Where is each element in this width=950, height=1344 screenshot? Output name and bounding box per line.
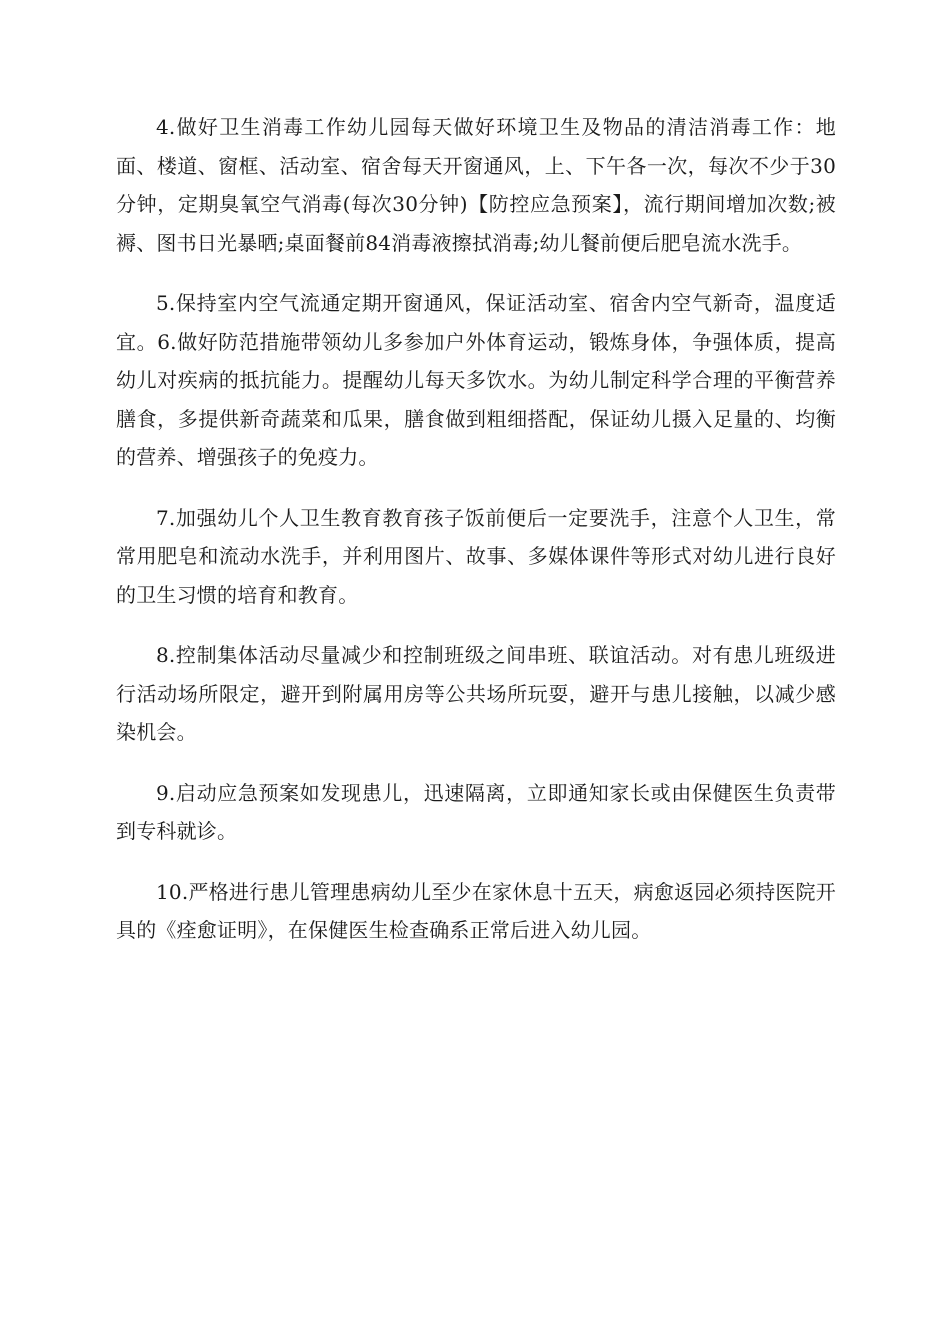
- paragraph-9-emergency-plan: 9.启动应急预案如发现患儿，迅速隔离，立即通知家长或由保健医生负责带到专科就诊。: [116, 780, 836, 843]
- paragraph-7-hygiene-education: 7.加强幼儿个人卫生教育教育孩子饭前便后一定要洗手，注意个人卫生，常常用肥皂和流动水洗手，并利用图片、故事、多媒体课件等形式对幼儿进行良好的卫生习惯的培育和教育。: [116, 505, 836, 607]
- paragraph-10-patient-management: 10.严格进行患儿管理患病幼儿至少在家休息十五天，病愈返园必须持医院开具的《痊愈证明》，在保健医生检查确系正常后进入幼儿园。: [116, 879, 836, 942]
- paragraph-4-disinfection: 4.做好卫生消毒工作幼儿园每天做好环境卫生及物品的清洁消毒工作：地面、楼道、窗框、活动室、宿舍每天开窗通风，上、下午各一次，每次不少于30分钟，定期臭氧空气消毒(每次30分钟)【防控应急预案】，流行期间增加次数;被褥、图书日光暴晒;桌面餐前84消毒液擦拭消毒;幼儿餐前便后肥皂流水洗手。: [116, 115, 836, 255]
- paragraph-5-ventilation: 5.保持室内空气流通定期开窗通风，保证活动室、宿舍内空气新奇，温度适宜。6.做好防范措施带领幼儿多参加户外体育运动，锻炼身体，争强体质，提高幼儿对疾病的抵抗能力。提醒幼儿每天多饮水。为幼儿制定科学合理的平衡营养膳食，多提供新奇蔬菜和瓜果，膳食做到粗细搭配，保证幼儿摄入足量的、均衡的营养、增强孩子的免疫力。: [116, 291, 836, 469]
- document-body: [116, 108, 836, 972]
- paragraph-8-group-activity: 8.控制集体活动尽量减少和控制班级之间串班、联谊活动。对有患儿班级进行活动场所限定，避开到附属用房等公共场所玩耍，避开与患儿接触，以减少感染机会。: [116, 643, 836, 744]
